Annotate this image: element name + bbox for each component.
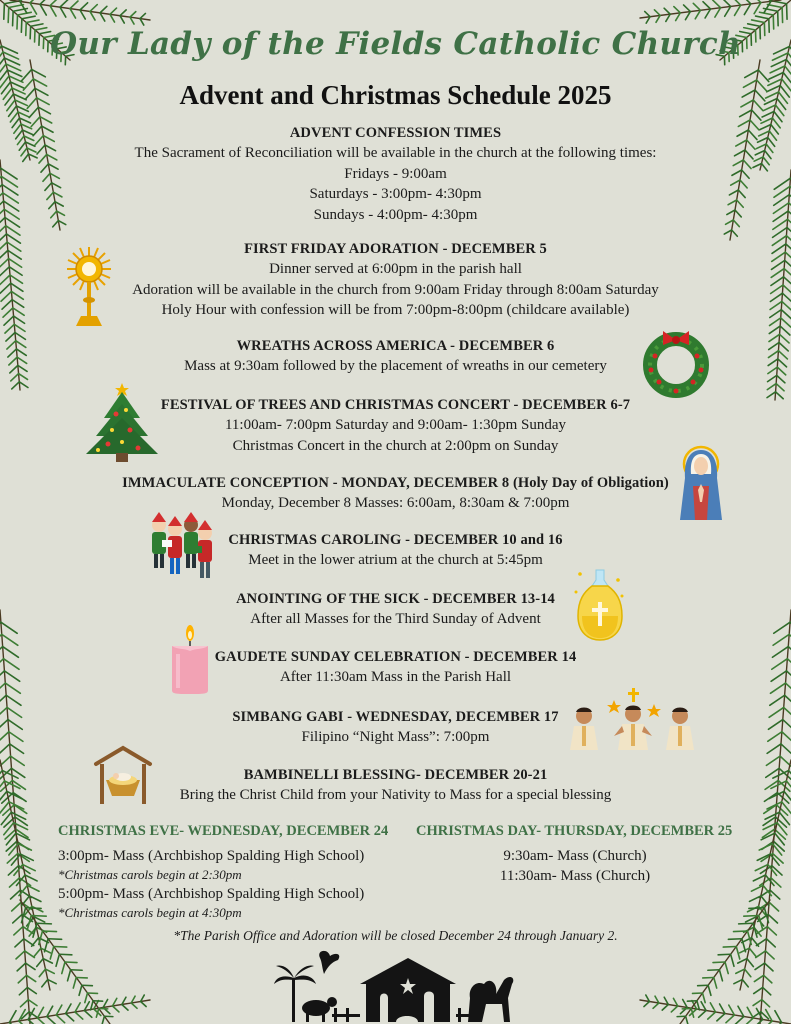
section-line: 11:00am- 7:00pm Saturday and 9:00am- 1:30pm Sunday <box>224 417 567 433</box>
section-first-friday <box>95 240 696 321</box>
section-wreaths <box>140 337 651 377</box>
section-line: Dinner served at 6:00pm in the parish hall <box>269 261 522 277</box>
section-line: Monday, December 8 Masses: 6:00am, 8:30am & 7:00pm <box>221 495 570 511</box>
section-heading: ANOINTING OF THE SICK - DECEMBER 13-14 <box>236 591 555 607</box>
pink-candle-icon <box>168 624 212 696</box>
section-line: Bring the Christ Child from your Nativity to Mass for a special blessing <box>179 787 612 803</box>
christmas-eve-mass: 5:00pm- Mass (Archbishop Spalding High School) <box>58 886 365 902</box>
section-line: Christmas Concert in the church at 2:00pm on Sunday <box>232 437 559 454</box>
monstrance-icon <box>64 244 114 330</box>
footnote: *The Parish Office and Adoration will be closed December 24 through January 2. <box>173 928 618 943</box>
christmas-eve-heading: CHRISTMAS EVE- WEDNESDAY, DECEMBER 24 <box>58 823 389 839</box>
section-line: The Sacrament of Reconciliation will be available in the church at the following times: <box>134 145 657 161</box>
mary-icon <box>676 444 726 522</box>
section-line: Holy Hour with confession will be from 7:00pm-8:00pm (childcare available) <box>161 302 630 318</box>
section-line: Filipino “Night Mass”: 7:00pm <box>301 729 490 745</box>
section-line: Sundays - 4:00pm- 4:30pm <box>313 206 478 223</box>
section-gaudete <box>205 648 586 688</box>
section-anointing <box>220 590 571 630</box>
section-simbang-gabi <box>220 708 571 748</box>
nativity-silhouette-icon <box>272 948 522 1024</box>
section-heading: FIRST FRIDAY ADORATION - DECEMBER 5 <box>244 241 547 257</box>
christmas-day-mass: 9:30am- Mass (Church) <box>503 848 647 864</box>
christmas-eve-note: *Christmas carols begin at 4:30pm <box>58 905 242 920</box>
christmas-eve-note: *Christmas carols begin at 2:30pm <box>58 867 242 882</box>
section-line: After 11:30am Mass in the Parish Hall <box>279 669 512 685</box>
oil-bottle-icon <box>572 566 628 644</box>
christmas-tree-icon <box>82 378 162 464</box>
section-line: Adoration will be available in the church from 9:00am Friday through 8:00am Saturday <box>132 281 659 298</box>
section-immaculate-conception <box>110 474 681 514</box>
wreath-icon <box>639 326 713 398</box>
section-line: Fridays - 9:00am <box>344 165 447 182</box>
section-heading: FESTIVAL OF TREES AND CHRISTMAS CONCERT - DECEMBER 6-7 <box>160 397 631 413</box>
section-advent-confession <box>80 124 711 225</box>
church-name: Our Lady of the Fields Catholic Church <box>50 26 741 62</box>
christmas-day-mass: 11:30am- Mass (Church) <box>499 868 651 884</box>
christmas-eve-mass: 3:00pm- Mass (Archbishop Spalding High School) <box>58 848 365 864</box>
section-line: After all Masses for the Third Sunday of Advent <box>250 611 541 627</box>
section-line: Mass at 9:30am followed by the placement of wreaths in our cemetery <box>184 358 607 374</box>
section-bambinelli <box>150 766 641 806</box>
section-heading: WREATHS ACROSS AMERICA - DECEMBER 6 <box>236 338 555 354</box>
christmas-day-heading: CHRISTMAS DAY- THURSDAY, DECEMBER 25 <box>416 823 733 839</box>
section-heading: ADVENT CONFESSION TIMES <box>289 125 502 141</box>
section-festival-of-trees <box>155 396 636 456</box>
manger-icon <box>94 744 152 806</box>
section-heading: IMMACULATE CONCEPTION - MONDAY, DECEMBER 8 (Holy Day of Obligation) <box>122 475 669 491</box>
christmas-day-column <box>416 822 734 886</box>
christmas-eve-column <box>58 822 388 922</box>
section-line: Saturdays - 3:00pm- 4:30pm <box>309 186 482 202</box>
section-caroling <box>220 531 571 571</box>
carolers-icon <box>148 510 216 582</box>
simbang-gabi-figures-icon <box>566 686 704 754</box>
schedule-title: Advent and Christmas Schedule 2025 <box>179 80 612 110</box>
section-line: Meet in the lower atrium at the church at 5:45pm <box>248 552 543 568</box>
section-heading: GAUDETE SUNDAY CELEBRATION - DECEMBER 14 <box>214 649 577 665</box>
section-heading: BAMBINELLI BLESSING- DECEMBER 20-21 <box>243 767 548 783</box>
section-heading: SIMBANG GABI - WEDNESDAY, DECEMBER 17 <box>232 709 559 725</box>
section-heading: CHRISTMAS CAROLING - DECEMBER 10 and 16 <box>228 532 563 548</box>
